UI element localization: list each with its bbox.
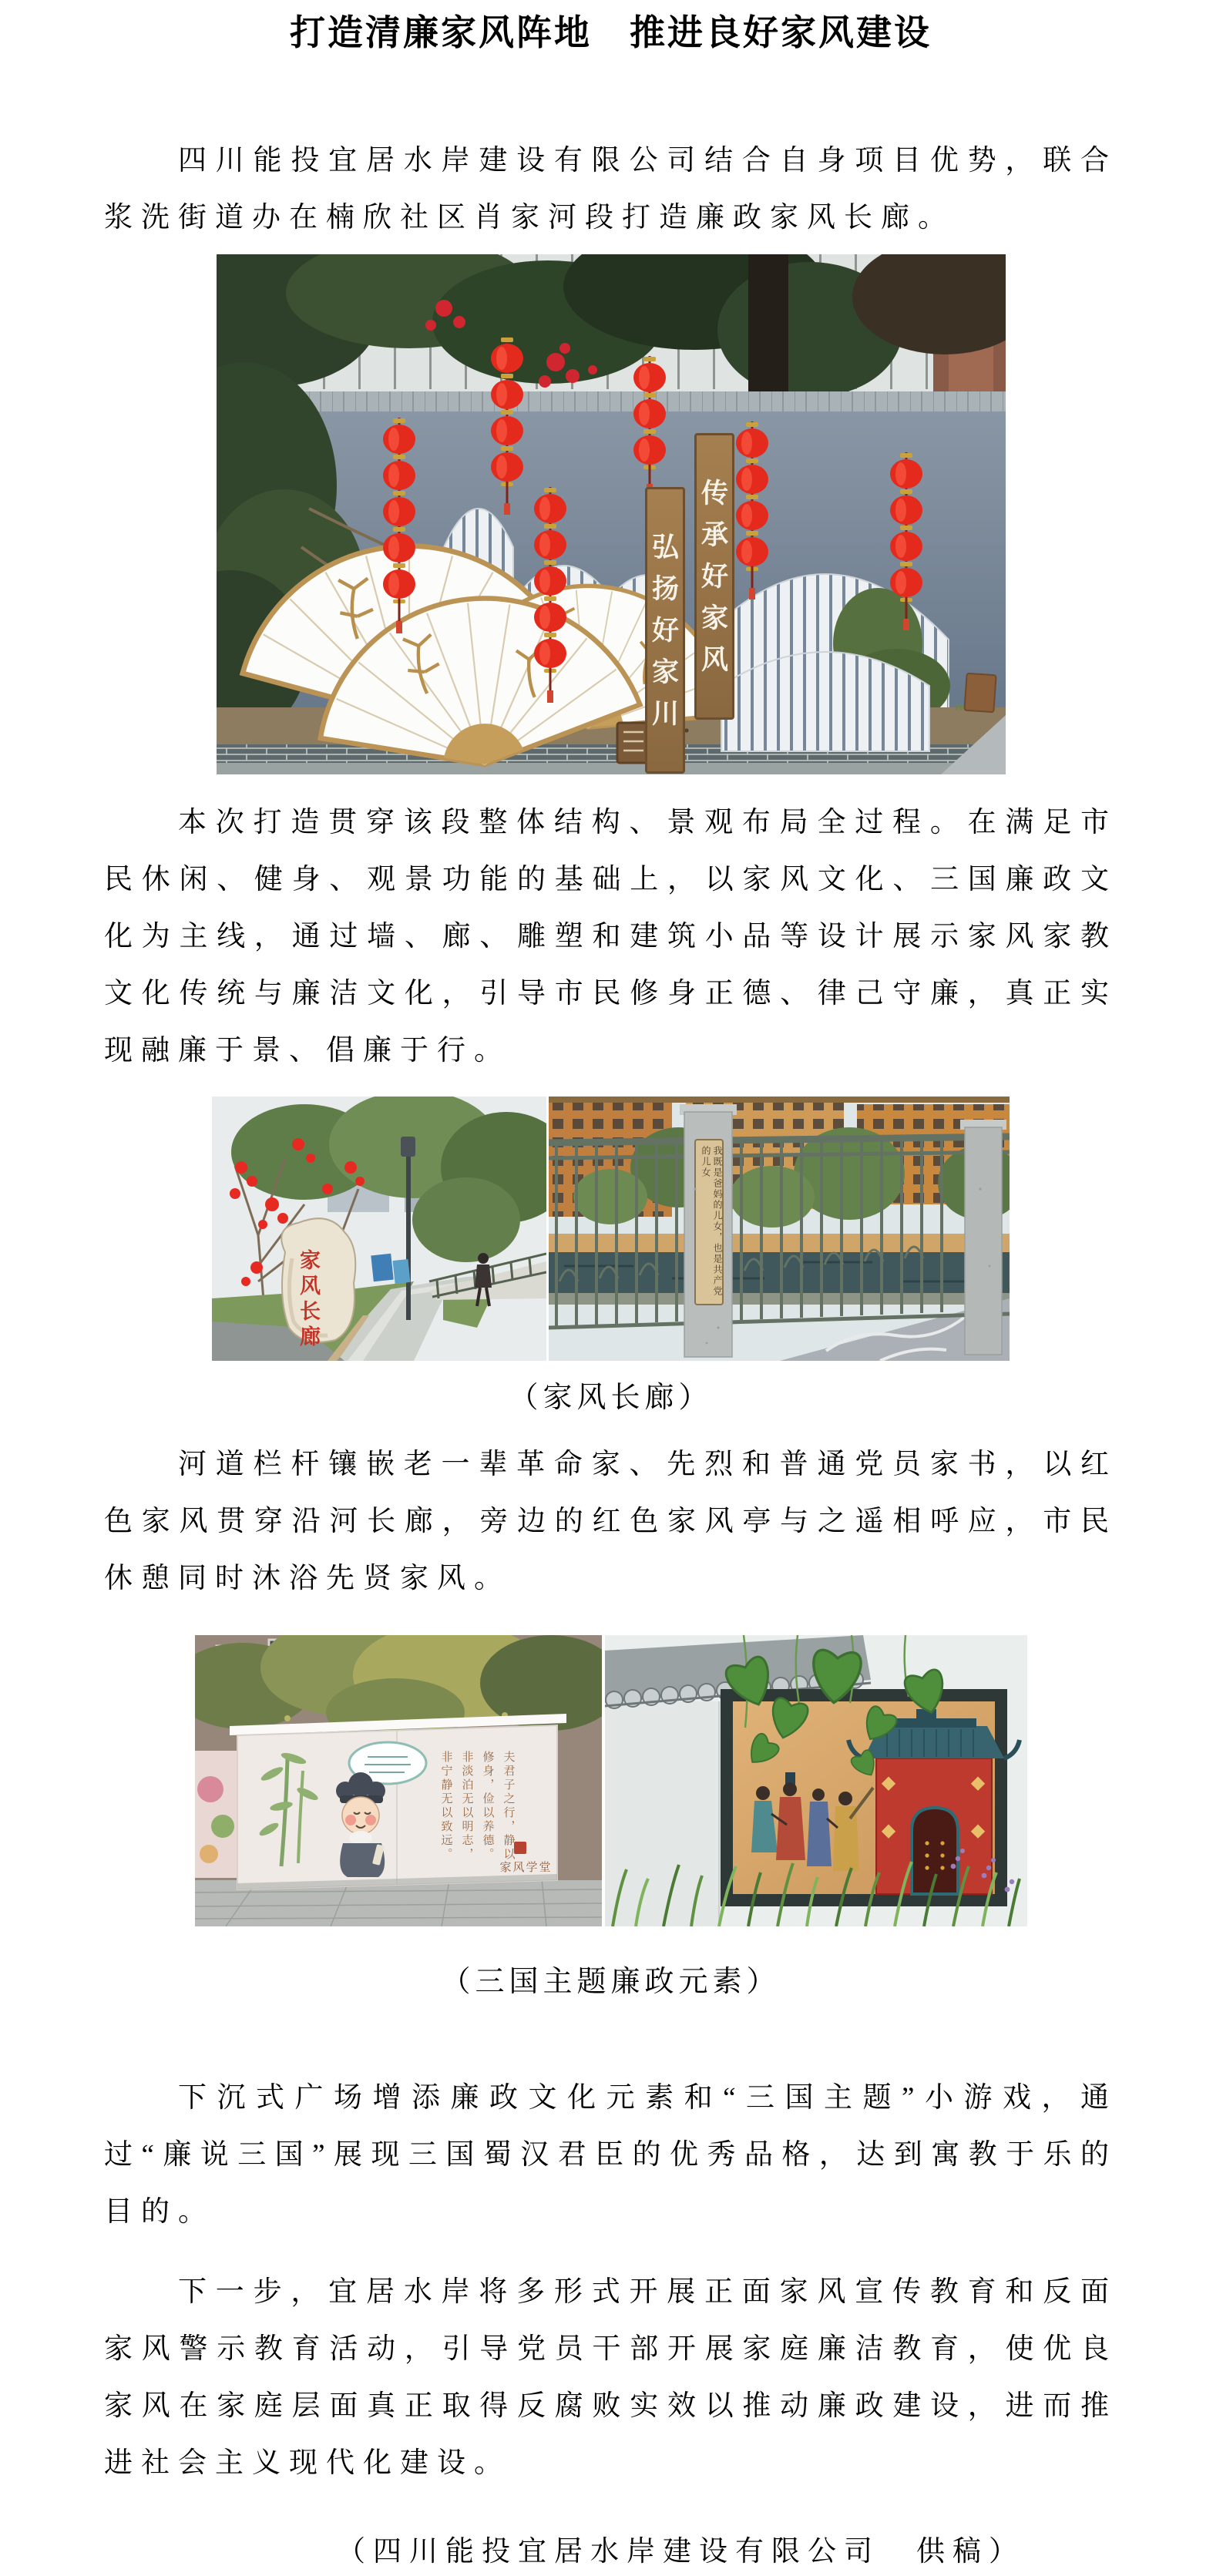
paragraph-plaza: 下沉式广场增添廉政文化元素和“三国主题”小游戏，通过“廉说三国”展现三国蜀汉君臣的优秀品格，达到寓教于乐的目的。 [104, 2082, 1117, 2228]
paragraph-design: 本次打造贯穿该段整体结构、景观布局全过程。在满足市民休闲、健身、观景功能的基础上，以家风文化、三国廉政文化为主线，通过墙、廊、雕塑和建筑小品等设计展示家风家教文化传统与廉洁文化，引导市民修身正德、律己守廉，真正实现融廉于景、倡廉于行。 [104, 807, 1117, 1066]
paragraph-next-steps: 下一步，宜居水岸将多形式开展正面家风宣传教育和反面家风警示教育活动，引导党员干部开展家庭廉洁教育，使优良家风在家庭层面真正取得反腐败实效以推动廉政建设，进而推进社会主义现代化建设。 [104, 2276, 1117, 2479]
page-title: 打造清廉家风阵地 推进良好家风建设 [290, 13, 932, 52]
photo-row-3 [104, 1635, 1117, 1926]
photo-caption-1: （家风长廊） [509, 1382, 713, 1414]
stone-inscription: 家风长廊 [297, 1249, 320, 1351]
calligraphy-text: 夫君子之行，静以修身，俭以养德。非淡泊无以明志，非宁静无以致远。 [439, 1751, 515, 1862]
river-railing-illustration [549, 1097, 1010, 1361]
light-pole [406, 1144, 411, 1320]
photo-row-1 [104, 254, 1117, 774]
family-school-illustration [195, 1635, 602, 1926]
school-label: 家风学堂 [499, 1862, 553, 1874]
wall-scene-illustration [217, 254, 1006, 774]
sanguo-mural-illustration [605, 1635, 1027, 1926]
photo-corridor-wall [217, 254, 1006, 774]
paragraph-railing: 河道栏杆镶嵌老一辈革命家、先烈和普通党员家书，以红色家风贯穿沿河长廊，旁边的红色家风亭与之遥相呼应，市民休憩同时沐浴先贤家风。 [104, 1449, 1117, 1594]
photo-caption-2: （三国主题廉政元素） [441, 1966, 781, 1998]
photo-row-2 [104, 1097, 1117, 1361]
wooden-notice-sign [964, 673, 996, 713]
photo-river-railing [549, 1097, 1010, 1361]
photo-family-school-wall [195, 1635, 602, 1926]
wall-sign-hongyang: 弘扬好家川 [645, 487, 685, 774]
byline: （四川能投宜居水岸建设有限公司 供稿） [337, 2536, 1025, 2568]
photo-sanguo-mural [605, 1635, 1027, 1926]
paragraph-intro: 四川能投宜居水岸建设有限公司结合自身项目优势，联合浆洗街道办在楠欣社区肖家河段打造廉政家风长廊。 [104, 145, 1117, 233]
plaque-letter-text: 我既是爸妈的儿女，也是共产党的儿女 [701, 1146, 723, 1297]
corridor-scene-illustration [212, 1097, 546, 1361]
wall-sign-chuancheng: 传承好家风 [694, 433, 734, 720]
blue-sign [371, 1254, 393, 1282]
photo-corridor-stone [212, 1097, 546, 1361]
